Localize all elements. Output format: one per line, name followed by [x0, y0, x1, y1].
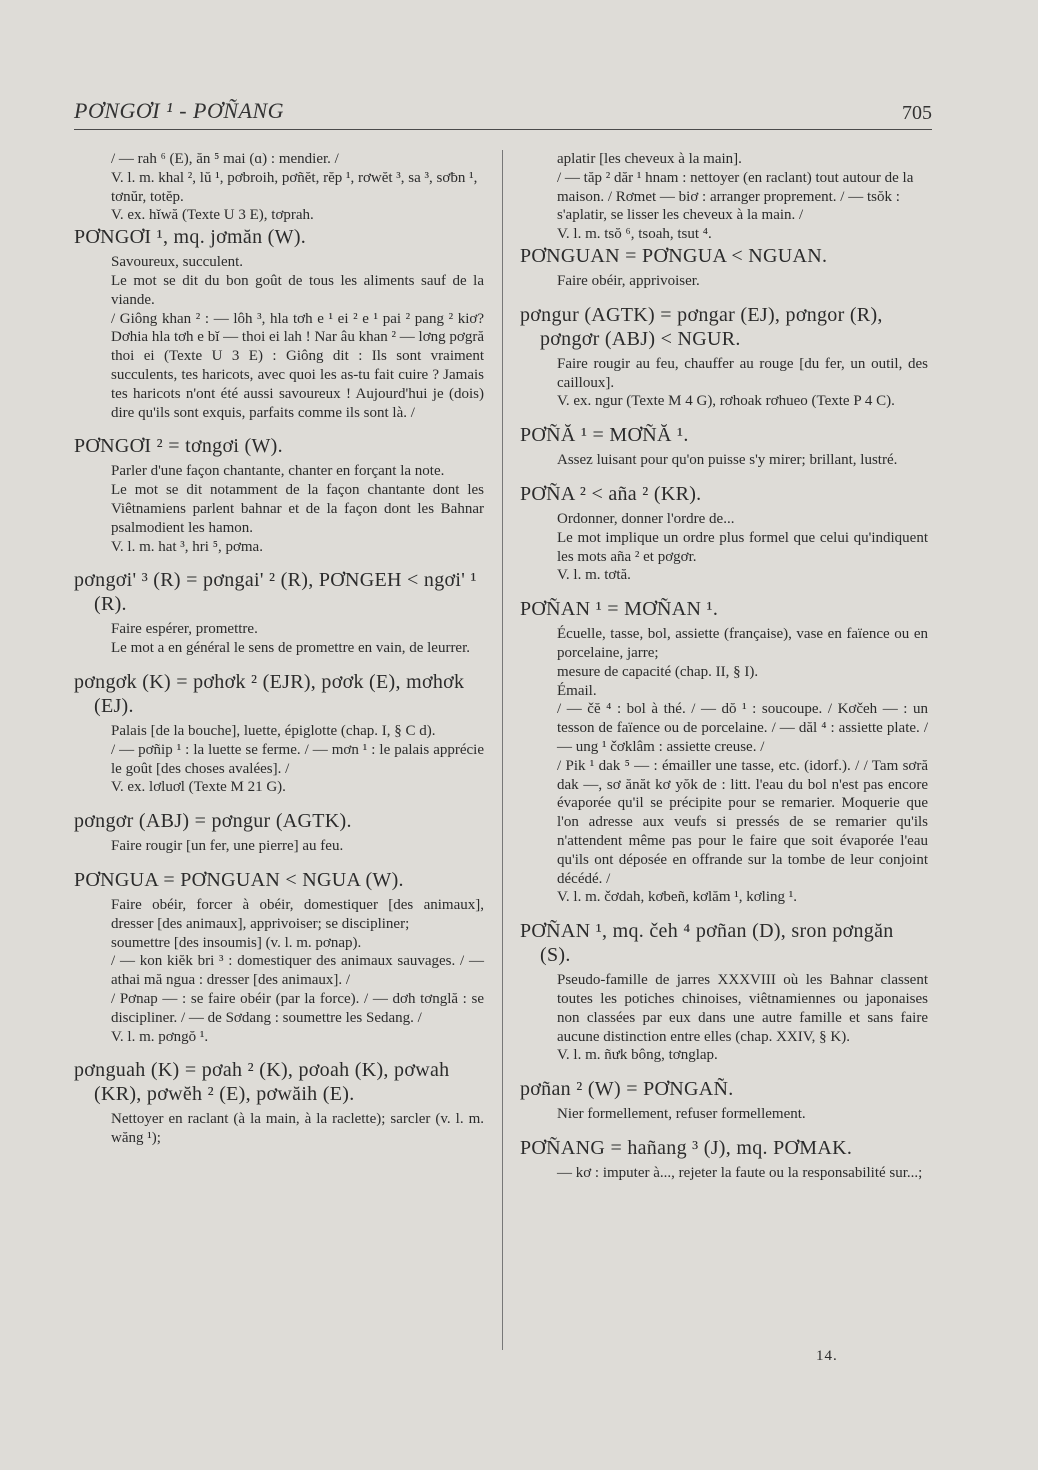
dictionary-entry: [520, 303, 928, 411]
left-continuation: [111, 150, 484, 225]
entry-text: Parler d'une façon chantante, chanter en forçant la note.: [111, 463, 445, 480]
entry-text: Faire obéir, forcer à obéir, domestiquer [des animaux], dresser [des animaux], apprivoiser; se discipliner;: [111, 896, 484, 932]
running-title: PƠNGƠI ¹ - PƠÑANG: [74, 98, 285, 123]
entry-text: V. l. m. hat ³, hri ⁵, pơma.: [111, 538, 263, 555]
entry-body: [557, 451, 928, 470]
entry-headword: PƠÑAN ¹ = MƠÑAN ¹.: [520, 598, 719, 621]
dictionary-entry: [520, 482, 928, 585]
entry-text: Le mot implique un ordre plus formel que celui qu'indiquent les mots aña ² et pơgơr.: [557, 529, 928, 565]
dictionary-entry: [74, 1058, 484, 1148]
dictionary-entry: [520, 244, 928, 291]
entry-body: [557, 1164, 928, 1183]
entry-headword: pơñan ² (W) = PƠNGAÑ.: [520, 1078, 734, 1101]
dictionary-entry: [74, 225, 484, 422]
entry-headword: pơngơk (K) = pơhơk ² (EJR), pơơk (E), mơhơk (EJ).: [74, 670, 465, 717]
entry-headword: PƠNGUAN = PƠNGUA < NGUAN.: [520, 244, 828, 267]
entry-text: Palais [de la bouche], luette, épiglotte (chap. I, § C d).: [111, 722, 436, 739]
entry-body: [557, 971, 928, 1065]
continuation-line: aplatir [les cheveux à la main].: [557, 151, 742, 167]
entry-text: Assez luisant pour qu'on puisse s'y mirer; brillant, lustré.: [557, 452, 898, 469]
dictionary-entry: [74, 670, 484, 797]
entry-body: [111, 620, 484, 658]
entry-text: V. l. m. ñưk bông, tơnglap.: [557, 1047, 718, 1064]
entry-text: V. l. m. pơngŏ ¹.: [111, 1028, 209, 1045]
entry-body: [557, 355, 928, 411]
entry-body: [111, 837, 484, 856]
entry-body: [111, 1110, 484, 1148]
entry-headword: PƠNGƠI ² = tơngơi (W).: [74, 435, 283, 458]
dictionary-entry: [520, 597, 928, 907]
entry-body: [111, 722, 484, 797]
entry-text: / — čĕ ⁴ : bol à thé. / — dŏ ¹ : soucoupe. / Kơčeh — : un tesson de faïence ou de porcelaine. / — dăl ⁴ : assiette plate. / — ung ¹ čơklâm : assiette creuse. /: [557, 701, 928, 755]
entry-headword: PƠÑANG = hañang ³ (J), mq. PƠMAK.: [520, 1136, 853, 1159]
continuation-line: / — tăp ² dăr ¹ hnam : nettoyer (en raclant) tout autour de la maison. / Rơmet — biơ : arranger proprement. / — tsŏk : s'aplatir, se lisser les cheveux à la main. /: [557, 169, 914, 224]
dictionary-entry: [74, 868, 484, 1046]
continuation-line: V. ex. hĭwă (Texte U 3 E), tơprah.: [111, 207, 314, 224]
entry-body: [557, 510, 928, 585]
signature-mark: 14.: [816, 1348, 838, 1364]
dictionary-entry: [74, 434, 484, 556]
entry-headword: PƠNGUA = PƠNGUAN < NGUA (W).: [74, 868, 404, 891]
entry-headword: pơngur (AGTK) = pơngar (EJ), pơngor (R), pơngơr (ABJ) < NGUR.: [520, 303, 883, 350]
dictionary-entry: [520, 919, 928, 1065]
entry-headword: PƠÑAN ¹, mq. čeh ⁴ pơñan (D), sron pơngăn (S).: [520, 920, 894, 967]
dictionary-entry: [520, 1136, 928, 1183]
continuation-line: V. l. m. khal ², lŭ ¹, pơbroih, pơñĕt, rĕp ¹, rơwĕt ³, sa ³, sơƀn ¹, tơnŭr, totĕp.: [111, 169, 478, 205]
entry-headword: pơngơi' ³ (R) = pơngai' ² (R), PƠNGEH < ngơi' ¹ (R).: [74, 569, 477, 616]
entry-headword: pơnguah (K) = pơah ² (K), pơoah (K), pơwah (KR), pơwĕh ² (E), pơwăih (E).: [74, 1059, 450, 1106]
entry-text: Le mot a en général le sens de promettre en vain, de leurrer.: [111, 640, 471, 657]
entry-headword: pơngơr (ABJ) = pơngur (AGTK).: [74, 810, 352, 833]
entry-text: Faire rougir au feu, chauffer au rouge [du fer, un outil, des cailloux].: [557, 355, 928, 391]
entry-headword: PƠNGƠI ¹, mq. jơmăn (W).: [74, 226, 307, 249]
entry-body: [557, 1105, 928, 1124]
entry-text: V. l. m. tơtă.: [557, 567, 631, 584]
entry-text: / Pik ¹ dak ⁵ — : émailler une tasse, etc. (idorf.). / / Tam sơră dak —, sơ ănăt kơ yŏk de : litt. l'eau du bol n'est pas encore évaporée qu'il se précipite pour se remarier. Moquerie que l'on adresse aux veufs si pressés de se remarier qu'ils n'attendent même pas pour le faire que soit évaporée l'eau qu'ils ont déposée en offrande sur la tombe de leur conjoint décédé. /: [557, 757, 928, 887]
entry-text: V. ex. ngur (Texte M 4 G), rơhoak rơhueo (Texte P 4 C).: [557, 393, 895, 410]
entry-body: [557, 625, 928, 907]
entry-body: [111, 462, 484, 556]
entry-text: Nettoyer en raclant (à la main, à la raclette); sarcler (v. l. m. wăng ¹);: [111, 1111, 484, 1147]
dictionary-entry: [74, 809, 484, 856]
entry-text: mesure de capacité (chap. II, § I).: [557, 663, 759, 680]
entry-text: Écuelle, tasse, bol, assiette (française), vase en faïence ou en porcelaine, jarre;: [557, 626, 928, 661]
entry-text: Nier formellement, refuser formellement.: [557, 1106, 806, 1123]
entry-body: [557, 272, 928, 291]
entry-text: Faire obéir, apprivoiser.: [557, 272, 700, 289]
entry-text: V. l. m. čơdah, kơbeñ, kơlăm ¹, kơling ¹.: [557, 889, 798, 906]
continuation-line: / — rah ⁶ (E), ăn ⁵ mai (ɑ) : mendier. /: [111, 151, 339, 167]
entry-text: / Giông khan ² : — lôh ³, hla tơh e ¹ ei ² e ¹ pai ² pang ² kiơ? Dơhia hla tơh e bĭ — thoi ei lah ! Nar âu khan ² — lơng pơgră thoi ei (Texte U 3 E) : Giông dit : Ils sont vraiment succulents, tes haricots, avec quoi les as-tu fait cuire ? Jamais tes haricots n'ont été aussi savoureux ! Aujourd'hui je (dois) dire qu'ils sont exquis, parfaits comme ils sont là. /: [111, 310, 484, 421]
entry-text: — kơ : imputer à..., rejeter la faute ou la responsabilité sur...;: [557, 1164, 923, 1181]
entry-text: Faire espérer, promettre.: [111, 621, 258, 638]
entry-text: Le mot se dit notamment de la façon chantante dont les Viêtnamiens parlent bahnar et de la façon dont les Bahnar psalmodient les hamon.: [111, 482, 484, 536]
entry-text: V. ex. lơluơl (Texte M 21 G).: [111, 779, 286, 796]
entry-text: / — pơñip ¹ : la luette se ferme. / — mơn ¹ : le palais apprécie le goût [des choses avalées]. /: [111, 741, 484, 777]
dictionary-entry: [520, 1077, 928, 1124]
continuation-line: V. l. m. tsŏ ⁶, tsoah, tsut ⁴.: [557, 226, 712, 243]
entry-text: Pseudo-famille de jarres XXXVIII où les Bahnar classent toutes les potiches chinoises, viêtnamiennes ou japonaises non classées par eux dans une autre famille et sans faire aucune distinction entre elles (chap. XXIV, § K).: [557, 972, 928, 1045]
right-continuation: [557, 150, 928, 244]
entry-text: Émail.: [557, 682, 597, 699]
entry-text: / — kon kiĕk bri ³ : domestiquer des animaux sauvages. / — athai mă ngua : dresser [des animaux]. /: [111, 953, 484, 989]
column-separator: [502, 150, 503, 1350]
entry-headword: PƠÑA ² < aña ² (KR).: [520, 482, 702, 505]
dictionary-entry: [520, 423, 928, 470]
entry-body: [111, 253, 484, 422]
entry-text: / Pơnap — : se faire obéir (par la force). / — dơh tơnglă : se discipliner. / — de Sơdang : soumettre les Sedang. /: [111, 990, 484, 1026]
dictionary-entry: [74, 568, 484, 658]
entry-text: Faire rougir [un fer, une pierre] au feu.: [111, 838, 344, 855]
entry-text: Le mot se dit du bon goût de tous les aliments sauf de la viande.: [111, 272, 484, 308]
entry-text: Savoureux, succulent.: [111, 254, 244, 271]
right-column: [520, 150, 928, 1195]
entry-body: [111, 896, 484, 1046]
entry-headword: PƠÑĂ ¹ = MƠÑĂ ¹.: [520, 424, 689, 447]
header-rule: [74, 129, 932, 130]
entry-text: soumettre [des insoumis] (v. l. m. pơnap).: [111, 934, 362, 951]
page-number: 705: [902, 102, 932, 124]
entry-text: Ordonner, donner l'ordre de...: [557, 510, 735, 527]
left-column: [74, 150, 484, 1160]
